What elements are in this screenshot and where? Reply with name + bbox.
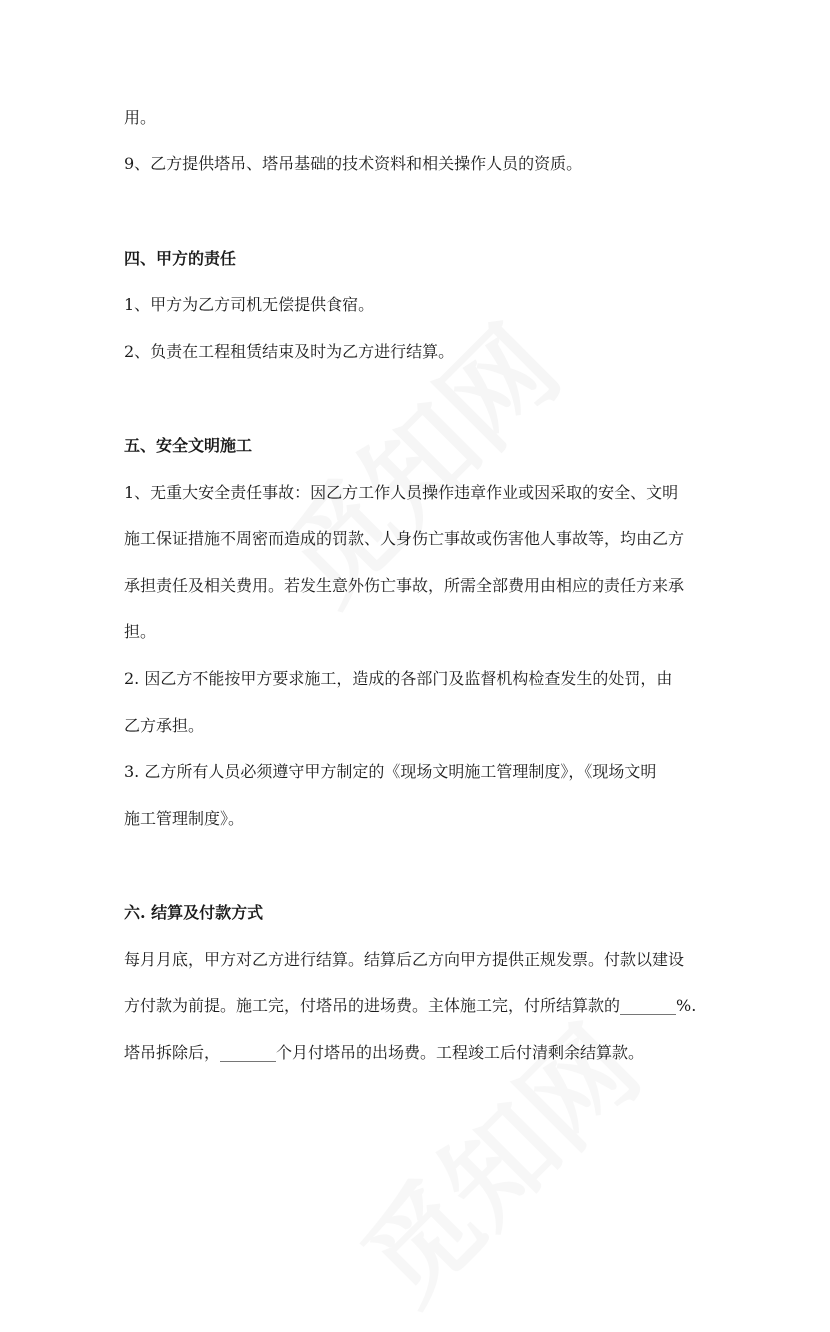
paragraph-line: 方付款为前提。施工完，付塔吊的进场费。主体施工完，付所结算款的_______%.: [124, 996, 697, 1015]
paragraph-line: 1、甲方为乙方司机无偿提供食宿。: [124, 295, 375, 314]
watermark-bottom: [322, 986, 667, 1331]
paragraph-line: 9、乙方提供塔吊、塔吊基础的技术资料和相关操作人员的资质。: [124, 154, 583, 173]
paragraph-line: 每月月底，甲方对乙方进行结算。结算后乙方向甲方提供正规发票。付款以建设: [124, 950, 685, 969]
paragraph-line: 1、无重大安全责任事故：因乙方工作人员操作违章作业或因采取的安全、文明: [124, 483, 679, 502]
section-heading: 四、甲方的责任: [124, 249, 237, 268]
paragraph-line: 2. 因乙方不能按甲方要求施工，造成的各部门及监督机构检查发生的处罚，由: [124, 669, 673, 688]
paragraph-line: 塔吊拆除后，_______个月付塔吊的出场费。工程竣工后付清剩余结算款。: [124, 1043, 645, 1062]
section-heading: 五、安全文明施工: [124, 436, 253, 455]
paragraph-line: 施工管理制度》。: [124, 809, 245, 828]
paragraph-line: 3. 乙方所有人员必须遵守甲方制定的《现场文明施工管理制度》，《现场文明: [124, 762, 657, 781]
paragraph-line: 担。: [124, 622, 157, 641]
paragraph-line: 承担责任及相关费用。若发生意外伤亡事故，所需全部费用由相应的责任方来承: [124, 576, 685, 595]
paragraph-line: 用。: [124, 108, 157, 127]
paragraph-line: 施工保证措施不周密而造成的罚款、人身伤亡事故或伤害他人事故等，均由乙方: [124, 529, 685, 548]
section-heading: 六. 结算及付款方式: [124, 903, 264, 922]
paragraph-line: 乙方承担。: [124, 716, 205, 735]
paragraph-line: 2、负责在工程租赁结束及时为乙方进行结算。: [124, 342, 455, 361]
